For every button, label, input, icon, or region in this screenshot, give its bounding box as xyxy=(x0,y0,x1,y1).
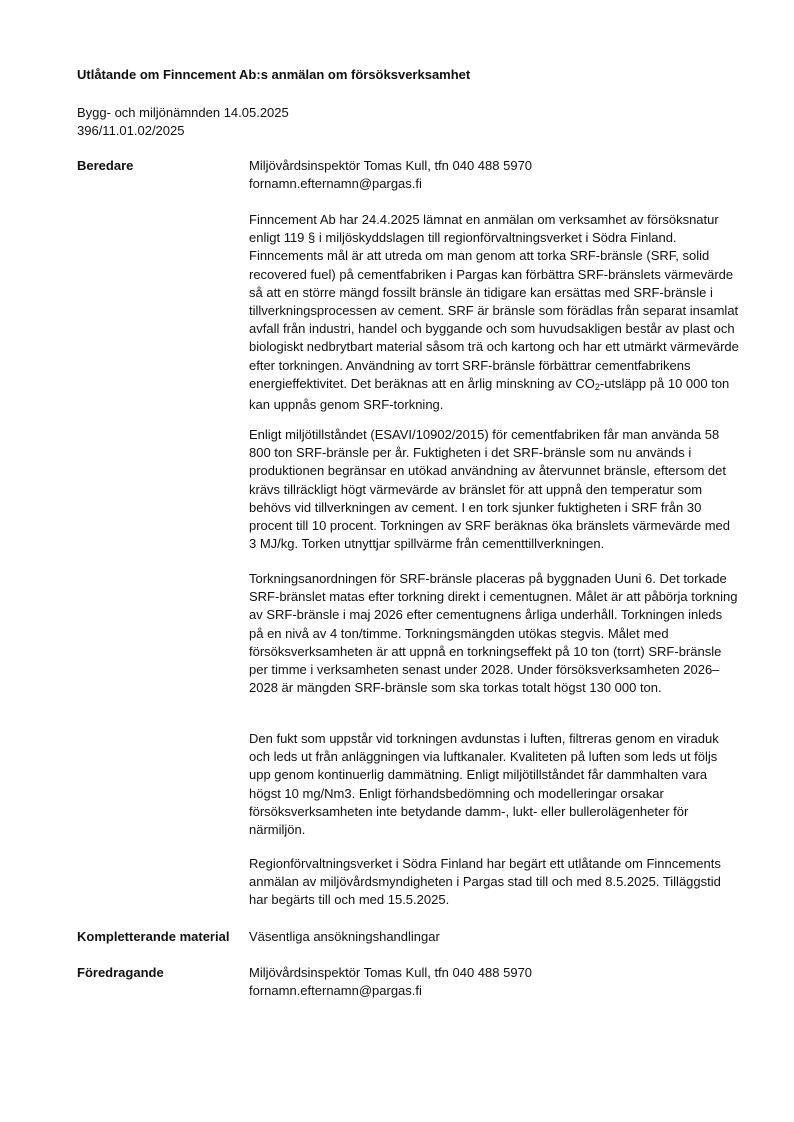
beredare-info xyxy=(249,157,744,193)
beredare-contact: Miljövårdsinspektör Tomas Kull, tfn 040 488 5970 xyxy=(249,158,533,173)
kompletterande-text: Väsentliga ansökningshandlingar xyxy=(249,929,440,944)
kompletterande-value xyxy=(249,928,744,946)
paragraph-1 xyxy=(249,211,739,414)
co2-subscript: 2 xyxy=(594,381,600,392)
document-title: Utlåtande om Finncement Ab:s anmälan om försöksverksamhet xyxy=(77,67,471,82)
paragraph-1-end: -utsläpp på 10 000 ton kan uppnås genom SRF-torkning. xyxy=(249,375,730,413)
kompletterande-label: Kompletterande material xyxy=(77,929,230,944)
foredragande-contact: Miljövårdsinspektör Tomas Kull, tfn 040 488 5970 xyxy=(249,965,533,980)
foredragande-info xyxy=(249,964,744,1000)
paragraph-1-text: Finncement Ab har 24.4.2025 lämnat en anmälan om verksamhet av försöksnatur enligt 119 § i miljöskyddslagen till regionförvaltningsverket i Södra Finland. Finncements mål är att utreda om man genom att torka SRF-bränsle (SRF, solid recovered fuel) på cementfabriken i Pargas kan förbättra SRF-bränslets värmevärde så att en större mängd fossilt bränsle än tidigare kan ersättas med SRF-bränsle i tillverkningsprocessen av cement. SRF är bränsle som förädlas från separat insamlat avfall från industri, handel och byggande och som huvudsakligen består av plast och biologiskt nedbrytbart material såsom trä och kartong och har ett utmärkt värmevärde efter torkningen. Användning av torrt SRF-bränsle förbättrar cementfabrikens energieffektivitet. Det beräknas att en årlig minskning av CO xyxy=(249,212,739,391)
paragraph-4: Den fukt som uppstår vid torkningen avdunstas i luften, filtreras genom en viraduk och leds ut från anläggningen via luftkanaler. Kvaliteten på luften som leds ut följs upp genom kontinuerlig dammätning. Enligt miljötillståndet får dammhalten vara högst 10 mg/Nm3. Enligt förhandsbedömning och modelleringar orsakar försöksverksamheten inte betydande damm-, lukt- eller bullerolägenheter för närmiljön. xyxy=(249,731,719,838)
case-number: 396/11.01.02/2025 xyxy=(77,123,185,138)
paragraph-2: Enligt miljötillståndet (ESAVI/10902/2015) för cementfabriken får man använda 58 800 ton SRF-bränsle per år. Fuktigheten i det SRF-bränsle som nu används i produktionen begränsar en utökad användning av återvunnet bränsle, eftersom det krävs tillräckligt högt värmevärde av bränslet för att uppnå den temperatur som behövs vid tillverkningen av cement. I en tork sjunker fuktigheten i SRF från 30 procent till 10 procent. Torkningen av SRF beräknas öka bränslets värmevärde med 3 MJ/kg. Torken utnyttjar spillvärme från cementtillverkningen. xyxy=(249,427,731,552)
meeting-line: Bygg- och miljönämnden 14.05.2025 xyxy=(77,105,289,120)
document-meta xyxy=(77,104,289,140)
beredare-email: fornamn.efternamn@pargas.fi xyxy=(249,176,422,192)
foredragande-email: fornamn.efternamn@pargas.fi xyxy=(249,983,422,999)
beredare-label: Beredare xyxy=(77,158,134,173)
paragraph-3: Torkningsanordningen för SRF-bränsle placeras på byggnaden Uuni 6. Det torkade SRF-bränslet matas efter torkning direkt i cementugnen. Målet är att påbörja torkning av SRF-bränsle i maj 2026 efter cementugnens årliga underhåll. Torkningen inleds på en nivå av 4 ton/timme. Torkningsmängden utökas stegvis. Målet med försöksverksamheten är att uppnå en torkningseffekt på 10 ton (torrt) SRF-bränsle per timme i verksamheten senast under 2028. Under försöksverksamheten 2026–2028 är mängden SRF-bränsle som ska torkas totalt högst 130 000 ton. xyxy=(249,571,738,696)
paragraph-5: Regionförvaltningsverket i Södra Finland har begärt ett utlåtande om Finncements anmälan av miljövårdsmyndigheten i Pargas stad till och med 8.5.2025. Tilläggstid har begärts till och med 15.5.2025. xyxy=(249,856,721,908)
foredragande-label: Föredragande xyxy=(77,965,164,980)
